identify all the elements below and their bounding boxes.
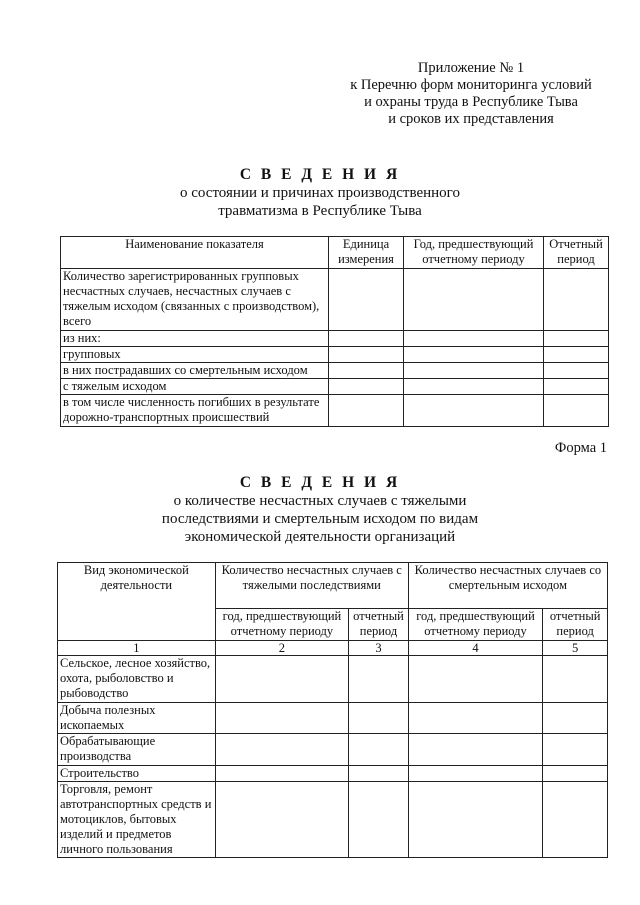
column-number: 5 bbox=[543, 641, 608, 656]
col-header-severe-curr: отчетный период bbox=[349, 609, 409, 641]
table-row bbox=[58, 766, 608, 782]
row-label: в том числе численность погибших в результате дорожно-транспортных происшествий bbox=[61, 395, 329, 427]
col-header-severe-prev: год, предшествующий отчетному периоду bbox=[215, 609, 348, 641]
cell-current[interactable] bbox=[544, 379, 609, 395]
table-row bbox=[58, 703, 608, 734]
column-number-row bbox=[58, 641, 608, 656]
cell[interactable] bbox=[215, 766, 348, 782]
form-label: Форма 1 bbox=[554, 440, 607, 456]
table-row bbox=[61, 395, 609, 427]
table-header-row bbox=[58, 563, 608, 609]
row-label: Обрабатывающие производства bbox=[58, 734, 216, 766]
section1-heading: С В Е Д Е Н И Я bbox=[239, 166, 401, 183]
table-row bbox=[61, 269, 609, 331]
row-label: из них: bbox=[61, 331, 329, 347]
column-number: 2 bbox=[215, 641, 348, 656]
cell[interactable] bbox=[215, 782, 348, 858]
cell-prev-year[interactable] bbox=[404, 269, 544, 331]
column-number: 3 bbox=[349, 641, 409, 656]
cell[interactable] bbox=[215, 656, 348, 703]
col-header-severe: Количество несчастных случаев с тяжелыми последствиями bbox=[215, 563, 408, 609]
cell-prev-year[interactable] bbox=[404, 395, 544, 427]
section2-subtitle-line: экономической деятельности организаций bbox=[184, 529, 456, 545]
table-row bbox=[61, 331, 609, 347]
cell[interactable] bbox=[408, 766, 542, 782]
cell-current[interactable] bbox=[544, 347, 609, 363]
appendix-line: к Перечню форм мониторинга условий bbox=[350, 77, 592, 93]
row-label: Количество зарегистрированных групповых несчастных случаев, несчастных случаев с тяжелым исходом (связанных с производством), всего bbox=[61, 269, 329, 331]
table-row bbox=[58, 656, 608, 703]
row-label: Строительство bbox=[58, 766, 216, 782]
section2-title bbox=[0, 474, 640, 546]
cell[interactable] bbox=[349, 766, 409, 782]
cell-current[interactable] bbox=[544, 331, 609, 347]
column-number: 4 bbox=[408, 641, 542, 656]
col-header-fatal-curr: отчетный период bbox=[543, 609, 608, 641]
cell[interactable] bbox=[349, 656, 409, 703]
col-header-fatal-prev: год, предшествующий отчетному периоду bbox=[408, 609, 542, 641]
cell-prev-year[interactable] bbox=[404, 331, 544, 347]
row-label: Торговля, ремонт автотранспортных средств и мотоциклов, бытовых изделий и предметов личного пользования bbox=[58, 782, 216, 858]
table-header-row bbox=[61, 237, 609, 269]
appendix-line: Приложение № 1 bbox=[417, 60, 525, 76]
injury-summary-table bbox=[60, 236, 609, 427]
cell[interactable] bbox=[543, 782, 608, 858]
row-label: Добыча полезных ископаемых bbox=[58, 703, 216, 734]
appendix-line: и охраны труда в Республике Тыва bbox=[364, 94, 578, 110]
table-row bbox=[58, 734, 608, 766]
cell-current[interactable] bbox=[544, 269, 609, 331]
cell-current[interactable] bbox=[544, 363, 609, 379]
cell[interactable] bbox=[543, 766, 608, 782]
row-label: групповых bbox=[61, 347, 329, 363]
appendix-note bbox=[336, 60, 606, 128]
cell[interactable] bbox=[408, 656, 542, 703]
cell[interactable] bbox=[543, 734, 608, 766]
row-label: Сельское, лесное хозяйство, охота, рыболовство и рыбоводство bbox=[58, 656, 216, 703]
cell[interactable] bbox=[543, 703, 608, 734]
col-header-current-period: Отчетный период bbox=[544, 237, 609, 269]
section2-subtitle-line: последствиями и смертельным исходом по видам bbox=[161, 511, 479, 527]
section2-subtitle-line: о количестве несчастных случаев с тяжелыми bbox=[173, 493, 467, 509]
table-row bbox=[58, 782, 608, 858]
cell-current[interactable] bbox=[544, 395, 609, 427]
col-header-fatal: Количество несчастных случаев со смертельным исходом bbox=[408, 563, 607, 609]
cell[interactable] bbox=[408, 703, 542, 734]
cell-prev-year[interactable] bbox=[404, 347, 544, 363]
activity-accidents-table bbox=[57, 562, 608, 858]
cell-prev-year[interactable] bbox=[404, 363, 544, 379]
cell[interactable] bbox=[543, 656, 608, 703]
cell[interactable] bbox=[349, 734, 409, 766]
cell-unit[interactable] bbox=[329, 379, 404, 395]
row-label: с тяжелым исходом bbox=[61, 379, 329, 395]
cell-unit[interactable] bbox=[329, 363, 404, 379]
section1-title bbox=[0, 166, 640, 220]
table-row bbox=[61, 363, 609, 379]
cell-unit[interactable] bbox=[329, 347, 404, 363]
row-label: в них пострадавших со смертельным исходом bbox=[61, 363, 329, 379]
column-number: 1 bbox=[58, 641, 216, 656]
table-row bbox=[61, 379, 609, 395]
section2-heading: С В Е Д Е Н И Я bbox=[239, 474, 401, 491]
cell-unit[interactable] bbox=[329, 331, 404, 347]
cell-unit[interactable] bbox=[329, 395, 404, 427]
cell[interactable] bbox=[215, 703, 348, 734]
col-header-prev-year: Год, предшествующий отчетному периоду bbox=[404, 237, 544, 269]
cell[interactable] bbox=[408, 734, 542, 766]
cell[interactable] bbox=[349, 782, 409, 858]
cell-unit[interactable] bbox=[329, 269, 404, 331]
appendix-line: и сроков их представления bbox=[388, 111, 554, 127]
cell[interactable] bbox=[349, 703, 409, 734]
cell[interactable] bbox=[215, 734, 348, 766]
col-header-activity: Вид экономической деятельности bbox=[58, 563, 216, 641]
section1-subtitle-line: травматизма в Республике Тыва bbox=[218, 203, 422, 219]
cell-prev-year[interactable] bbox=[404, 379, 544, 395]
col-header-indicator: Наименование показателя bbox=[61, 237, 329, 269]
section1-subtitle-line: о состоянии и причинах производственного bbox=[180, 185, 460, 201]
col-header-unit: Единица измерения bbox=[329, 237, 404, 269]
table-row bbox=[61, 347, 609, 363]
cell[interactable] bbox=[408, 782, 542, 858]
